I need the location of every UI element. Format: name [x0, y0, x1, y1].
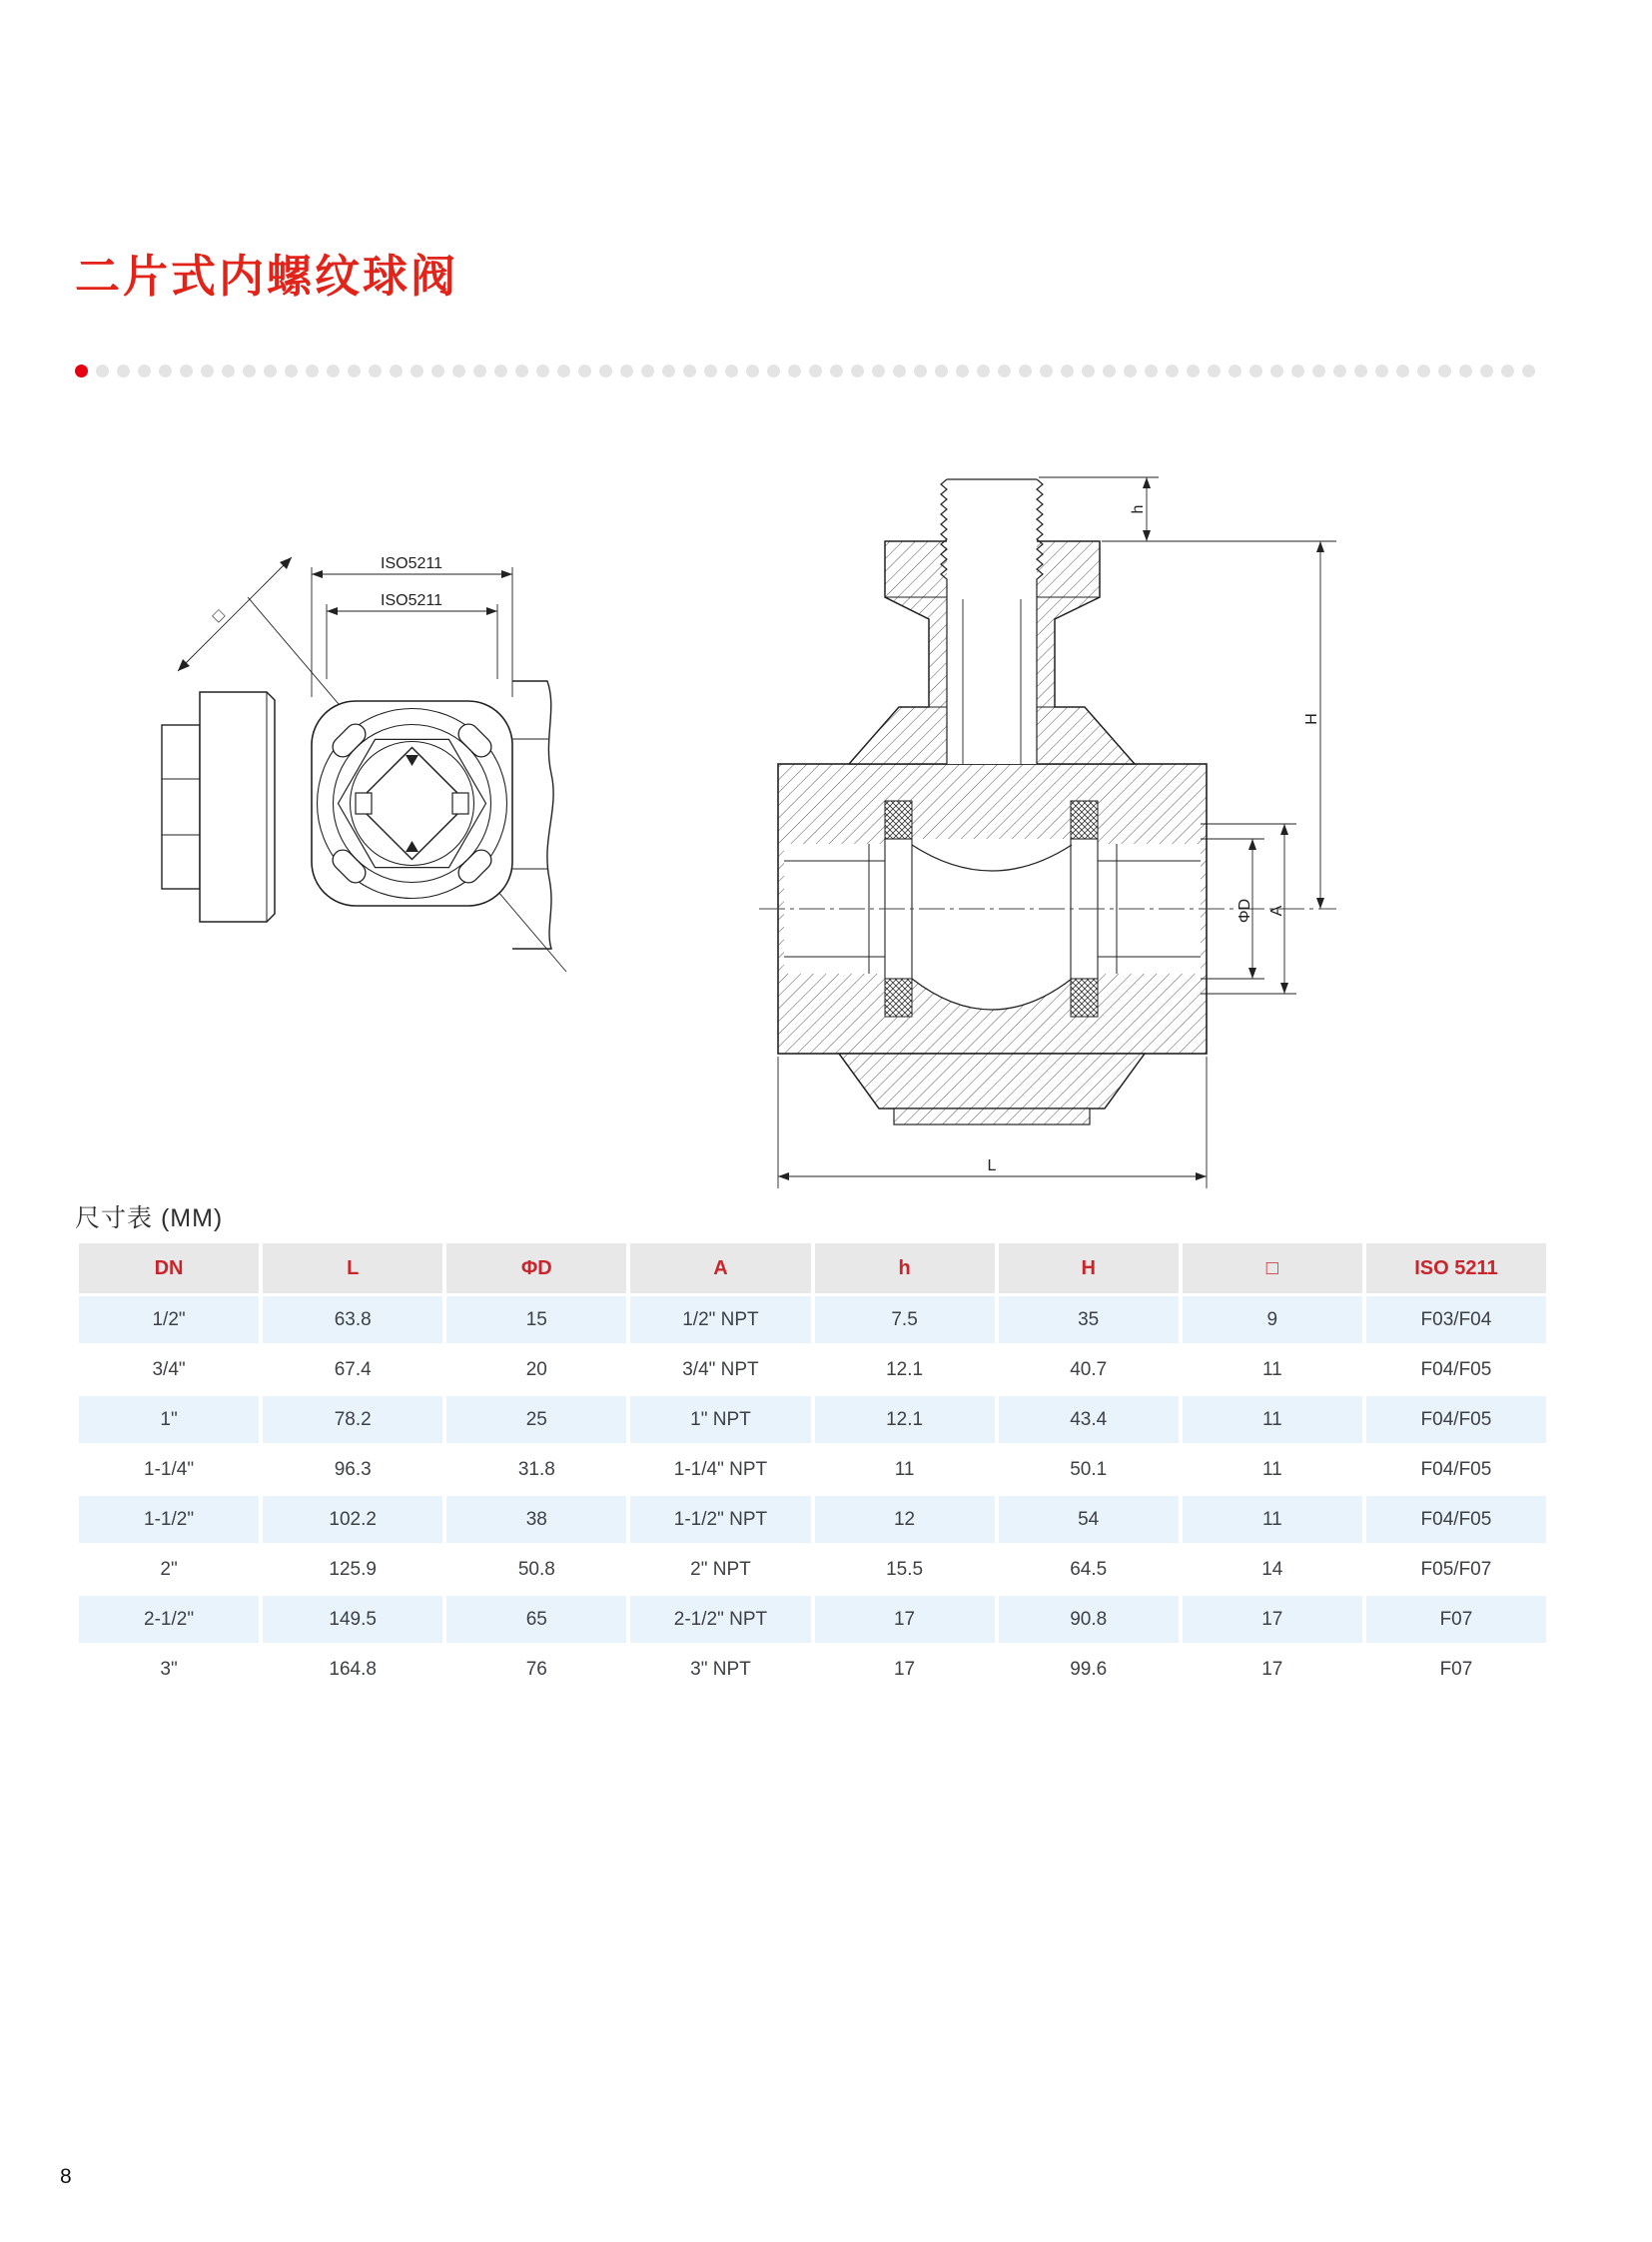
- section-dim-H-label: H: [1303, 713, 1320, 725]
- separator-dot: [431, 365, 444, 377]
- separator-dot: [662, 365, 675, 377]
- table-row: [79, 1396, 1546, 1443]
- separator-dot: [1501, 365, 1514, 377]
- separator-dot: [641, 365, 654, 377]
- separator-dot: [348, 365, 361, 377]
- separator-dot: [578, 365, 591, 377]
- separator-dot: [1417, 365, 1430, 377]
- page-title: 二片式内螺纹球阀: [75, 251, 459, 302]
- dotted-separator: [75, 365, 1535, 378]
- table-cell: 2-1/2" NPT: [630, 1596, 810, 1643]
- separator-dot: [683, 365, 696, 377]
- separator-dot: [1333, 365, 1346, 377]
- table-cell: F04/F05: [1366, 1346, 1546, 1393]
- table-cell: 15.5: [815, 1546, 995, 1593]
- separator-dot: [1187, 365, 1200, 377]
- table-cell: 67.4: [263, 1346, 442, 1393]
- table-cell: F04/F05: [1366, 1446, 1546, 1493]
- table-row: [79, 1596, 1546, 1643]
- table-cell: 54: [999, 1496, 1179, 1543]
- table-cell: 99.6: [999, 1646, 1179, 1693]
- table-row: [79, 1296, 1546, 1343]
- separator-dot: [1312, 365, 1325, 377]
- separator-dot: [515, 365, 528, 377]
- separator-dot: [998, 365, 1011, 377]
- table-row: [79, 1496, 1546, 1543]
- table-cell: F05/F07: [1366, 1546, 1546, 1593]
- table-cell: 78.2: [263, 1396, 442, 1443]
- separator-dot: [1396, 365, 1409, 377]
- table-cell: 102.2: [263, 1496, 442, 1543]
- separator-dot: [1124, 365, 1137, 377]
- table-cell: 90.8: [999, 1596, 1179, 1643]
- table-cell: 164.8: [263, 1646, 442, 1693]
- table-cell: 2" NPT: [630, 1546, 810, 1593]
- separator-dot: [893, 365, 906, 377]
- separator-dot: [264, 365, 277, 377]
- separator-dot: [1375, 365, 1388, 377]
- table-cell: 3" NPT: [630, 1646, 810, 1693]
- table-cell: 1/2" NPT: [630, 1296, 810, 1343]
- separator-dot: [327, 365, 340, 377]
- separator-dot: [1229, 365, 1241, 377]
- table-cell: 40.7: [999, 1346, 1179, 1393]
- table-cell: 1/2": [79, 1296, 259, 1343]
- separator-dot: [788, 365, 801, 377]
- table-cell: 14: [1183, 1546, 1362, 1593]
- table-cell: 76: [446, 1646, 626, 1693]
- table-cell: 64.5: [999, 1546, 1179, 1593]
- separator-dot: [536, 365, 549, 377]
- separator-dot: [914, 365, 927, 377]
- table-cell: 3": [79, 1646, 259, 1693]
- table-body: [79, 1296, 1546, 1693]
- separator-dot: [599, 365, 612, 377]
- front-dim-outer-label: ISO5211: [381, 555, 442, 572]
- table-cell: 17: [1183, 1646, 1362, 1693]
- separator-dot: [1082, 365, 1095, 377]
- section-dim-A-label: A: [1268, 905, 1285, 917]
- separator-dot: [369, 365, 382, 377]
- table-header-row: [79, 1243, 1546, 1293]
- separator-dot: [96, 365, 109, 377]
- separator-dot: [159, 365, 172, 377]
- table-cell: 17: [815, 1646, 995, 1693]
- table-cell: 1-1/4" NPT: [630, 1446, 810, 1493]
- separator-dot: [285, 365, 298, 377]
- separator-dot: [117, 365, 130, 377]
- separator-dot: [494, 365, 507, 377]
- section-dim-h-label: h: [1130, 504, 1147, 514]
- table-cell: 31.8: [446, 1446, 626, 1493]
- separator-dot: [201, 365, 214, 377]
- table-cell: 15: [446, 1296, 626, 1343]
- table-cell: 96.3: [263, 1446, 442, 1493]
- separator-dot: [704, 365, 717, 377]
- separator-dot: [725, 365, 738, 377]
- separator-dot: [1040, 365, 1053, 377]
- separator-dot: [1166, 365, 1179, 377]
- separator-dot: [180, 365, 193, 377]
- separator-dot: [767, 365, 780, 377]
- table-cell: 11: [1183, 1496, 1362, 1543]
- section-dim-L-label: L: [987, 1157, 997, 1174]
- separator-dot: [1249, 365, 1262, 377]
- table-header-cell: h: [815, 1243, 995, 1293]
- separator-dot: [1459, 365, 1472, 377]
- separator-dot: [746, 365, 759, 377]
- table-cell: F04/F05: [1366, 1396, 1546, 1443]
- table-cell: 50.1: [999, 1446, 1179, 1493]
- table-cell: 50.8: [446, 1546, 626, 1593]
- separator-dot: [1354, 365, 1367, 377]
- table-row: [79, 1446, 1546, 1493]
- front-dim-square-label: □: [209, 606, 229, 626]
- separator-dot: [306, 365, 319, 377]
- table-cell: 11: [1183, 1346, 1362, 1393]
- table-row: [79, 1346, 1546, 1393]
- table-cell: 12.1: [815, 1346, 995, 1393]
- separator-dot: [222, 365, 235, 377]
- table-cell: 43.4: [999, 1396, 1179, 1443]
- table-cell: 3/4" NPT: [630, 1346, 810, 1393]
- table-cell: F07: [1366, 1596, 1546, 1643]
- table-cell: 20: [446, 1346, 626, 1393]
- table-row: [79, 1546, 1546, 1593]
- table-cell: 2": [79, 1546, 259, 1593]
- table-cell: 1-1/2" NPT: [630, 1496, 810, 1543]
- separator-dot: [1061, 365, 1074, 377]
- separator-dot: [411, 365, 423, 377]
- separator-dot: [935, 365, 948, 377]
- table-cell: 11: [815, 1446, 995, 1493]
- table-cell: F03/F04: [1366, 1296, 1546, 1343]
- table-cell: 149.5: [263, 1596, 442, 1643]
- separator-dot: [872, 365, 885, 377]
- table-cell: 65: [446, 1596, 626, 1643]
- separator-dot: [620, 365, 633, 377]
- table-header-cell: H: [999, 1243, 1179, 1293]
- separator-dot: [1208, 365, 1221, 377]
- table-cell: 7.5: [815, 1296, 995, 1343]
- separator-dot: [1270, 365, 1283, 377]
- table-row: [79, 1646, 1546, 1693]
- separator-dot: [1438, 365, 1451, 377]
- separator-dot: [809, 365, 822, 377]
- table-caption: 尺寸表 (MM): [75, 1204, 224, 1232]
- table-cell: 9: [1183, 1296, 1362, 1343]
- table-cell: 125.9: [263, 1546, 442, 1593]
- front-dim-inner-label: ISO5211: [381, 592, 442, 609]
- table-cell: 1-1/4": [79, 1446, 259, 1493]
- table-cell: 3/4": [79, 1346, 259, 1393]
- table-cell: 1" NPT: [630, 1396, 810, 1443]
- separator-dot: [452, 365, 465, 377]
- separator-dot: [390, 365, 403, 377]
- separator-dot: [1019, 365, 1032, 377]
- separator-dot: [138, 365, 151, 377]
- separator-dot: [977, 365, 990, 377]
- page-number: 8: [60, 2165, 72, 2188]
- separator-dot: [473, 365, 486, 377]
- separator-dot: [851, 365, 864, 377]
- table-cell: 38: [446, 1496, 626, 1543]
- table-header-cell: L: [263, 1243, 442, 1293]
- separator-dot: [1291, 365, 1304, 377]
- separator-dot: [557, 365, 570, 377]
- table-cell: 11: [1183, 1396, 1362, 1443]
- separator-dot: [830, 365, 843, 377]
- table-cell: 63.8: [263, 1296, 442, 1343]
- table-header-cell: A: [630, 1243, 810, 1293]
- table-cell: 12.1: [815, 1396, 995, 1443]
- separator-dot: [243, 365, 256, 377]
- table-cell: 17: [1183, 1596, 1362, 1643]
- separator-dot-accent: [75, 365, 88, 377]
- separator-dot: [1103, 365, 1116, 377]
- table-cell: 17: [815, 1596, 995, 1643]
- section-dim-phiD-label: ΦD: [1237, 898, 1253, 924]
- table-cell: 2-1/2": [79, 1596, 259, 1643]
- dimension-table-wrapper: [75, 1240, 1550, 1696]
- table-cell: 25: [446, 1396, 626, 1443]
- table-cell: 1": [79, 1396, 259, 1443]
- table-cell: F07: [1366, 1646, 1546, 1693]
- separator-dot: [1145, 365, 1158, 377]
- table-cell: 11: [1183, 1446, 1362, 1493]
- separator-dot: [1522, 365, 1535, 377]
- front-view-drawing: [130, 389, 629, 1014]
- separator-dot: [956, 365, 969, 377]
- dimension-table: [75, 1240, 1550, 1696]
- separator-dot: [1480, 365, 1493, 377]
- table-header-cell: □: [1183, 1243, 1362, 1293]
- table-header-cell: DN: [79, 1243, 259, 1293]
- table-cell: 35: [999, 1296, 1179, 1343]
- table-cell: 1-1/2": [79, 1496, 259, 1543]
- table-header-cell: ΦD: [446, 1243, 626, 1293]
- table-cell: 12: [815, 1496, 995, 1543]
- section-view-drawing: [689, 449, 1508, 1238]
- table-cell: F04/F05: [1366, 1496, 1546, 1543]
- table-header-cell: ISO 5211: [1366, 1243, 1546, 1293]
